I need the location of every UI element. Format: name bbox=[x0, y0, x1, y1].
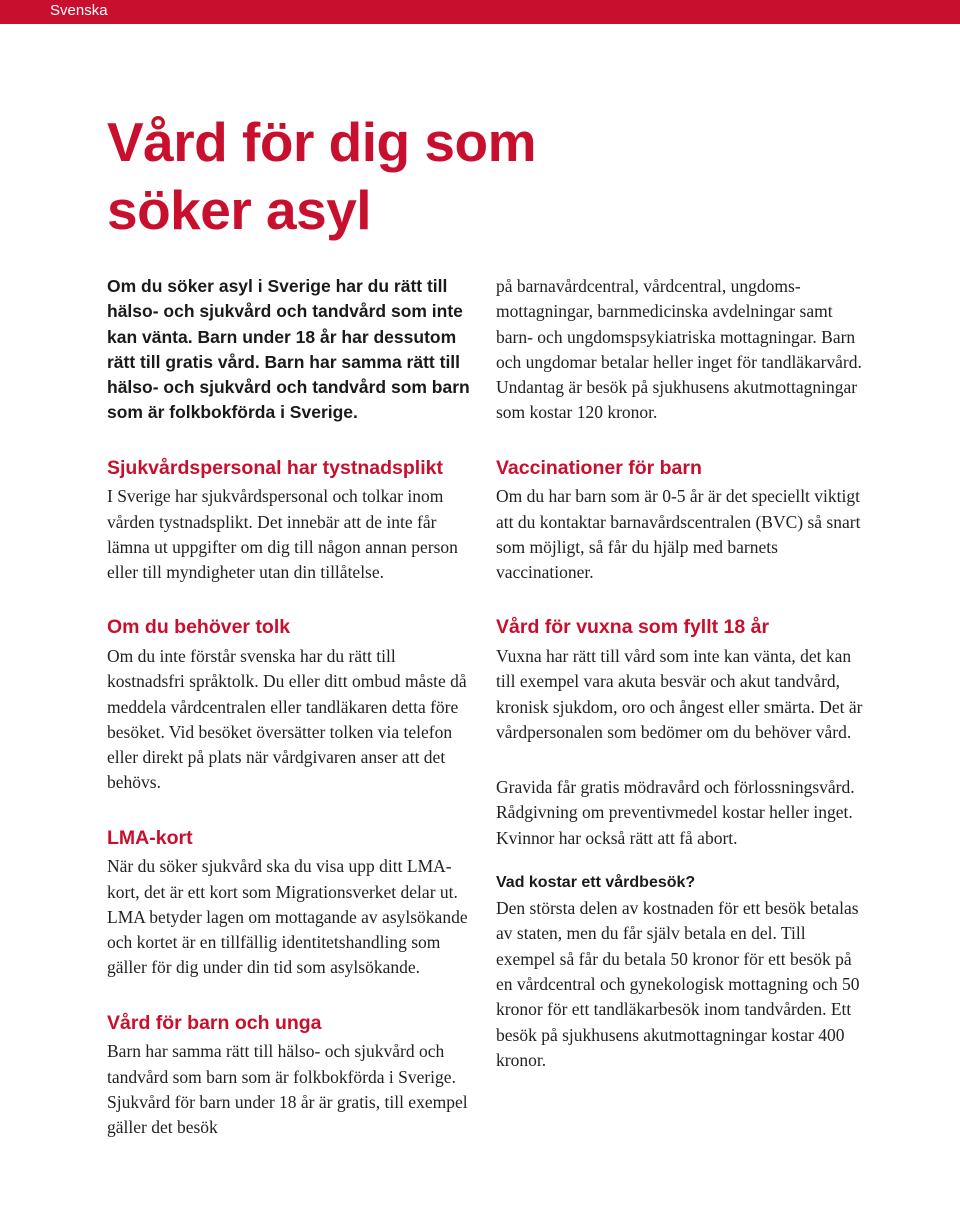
top-bar bbox=[0, 0, 960, 24]
page-title bbox=[107, 108, 536, 244]
text-lma-card: När du söker sjukvård ska du visa upp ditt LMA-kort, det är ett kort som Migrationsverket delar ut. LMA betyder lagen om mottagande av asylsökande och kortet är en tillfällig identitetshandling som gäller för dig under din tid som asylsökande. bbox=[107, 856, 468, 978]
text-children-care-continued: på barnavårdcentral, vårdcentral, ungdomsmottagningar, barnmedicinska avdelningar samt barn- och ungdomspsykiatriska mottagningar. Barn och ungdomar betalar heller inget för tandläkarvård. Undantag är besök på sjukhusens akutmottagningar som kostar 120 kronor. bbox=[496, 276, 862, 423]
text-children-care: Barn har samma rätt till hälso- och sjukvård och tandvård som barn som är folkbokförda i Sverige. Sjukvård för barn under 18 år är gratis, till exempel gäller det besök bbox=[107, 1041, 468, 1138]
text-visit-cost: Den största delen av kostnaden för ett besök betalas av staten, men du får själv betala en del. Till exempel så får du betala 50 kronor för ett besök på en vårdcentral och gynekologisk mottagning och 50 kronor för ett tandläkarbesök inom tandvården. Ett besök på sjukhusens akutmottagningar kostar 400 kronor. bbox=[496, 898, 860, 1070]
heading-lma-card: LMA-kort bbox=[107, 826, 193, 849]
heading-interpreter: Om du behöver tolk bbox=[107, 616, 291, 639]
right-column bbox=[496, 274, 866, 1103]
intro-paragraph: Om du söker asyl i Sverige har du rätt till hälso- och sjukvård och tandvård som inte kan vänta. Barn under 18 år har dessutom rätt till gratis vård. Barn har samma rätt till hälso- och sjukvård och tandvård som barn som är folkbokförda i Sverige. bbox=[107, 276, 470, 423]
heading-confidentiality: Sjukvårdspersonal har tystnadsplikt bbox=[107, 456, 443, 479]
text-vaccinations: Om du har barn som är 0-5 år är det speciellt viktigt att du kontaktar barnavårdscentralen (BVC) så snart som möjligt, så får du hjälp med barnets vaccinationer. bbox=[496, 486, 861, 583]
text-adult-care: Vuxna har rätt till vård som inte kan vänta, det kan till exempel vara akuta besvär och akut tandvård, kronisk sjukdom, oro och ångest eller smärta. Det är vårdpersonalen som bedömer om du behöver vård. bbox=[496, 645, 863, 742]
left-column bbox=[107, 274, 477, 1170]
text-confidentiality: I Sverige har sjukvårdspersonal och tolkar inom vården tystnadsplikt. Det innebär att de inte får lämna ut uppgifter om dig till någon annan person eller till myndigheter utan din tillåtelse. bbox=[107, 486, 458, 583]
heading-visit-cost: Vad kostar ett vårdbesök? bbox=[496, 874, 696, 892]
title-line-1: Vård för dig som bbox=[107, 111, 536, 173]
title-line-2: söker asyl bbox=[107, 179, 372, 241]
heading-vaccinations: Vaccinationer för barn bbox=[496, 456, 702, 479]
text-pregnancy-care: Gravida får gratis mödravård och förlossningsvård. Rådgivning om preventivmedel kostar heller inget. Kvinnor har också rätt att få abort. bbox=[496, 777, 855, 848]
text-interpreter: Om du inte förstår svenska har du rätt till kostnadsfri språktolk. Du eller ditt ombud måste då meddela vårdcentralen eller tandläkaren detta före besöket. Vid besöket översätter tolken via telefon eller direkt på plats när vårdgivaren anser att det behövs. bbox=[107, 645, 467, 793]
heading-adult-care: Vård för vuxna som fyllt 18 år bbox=[496, 616, 770, 639]
heading-children-care: Vård för barn och unga bbox=[107, 1011, 322, 1034]
language-label: Svenska bbox=[50, 2, 108, 19]
